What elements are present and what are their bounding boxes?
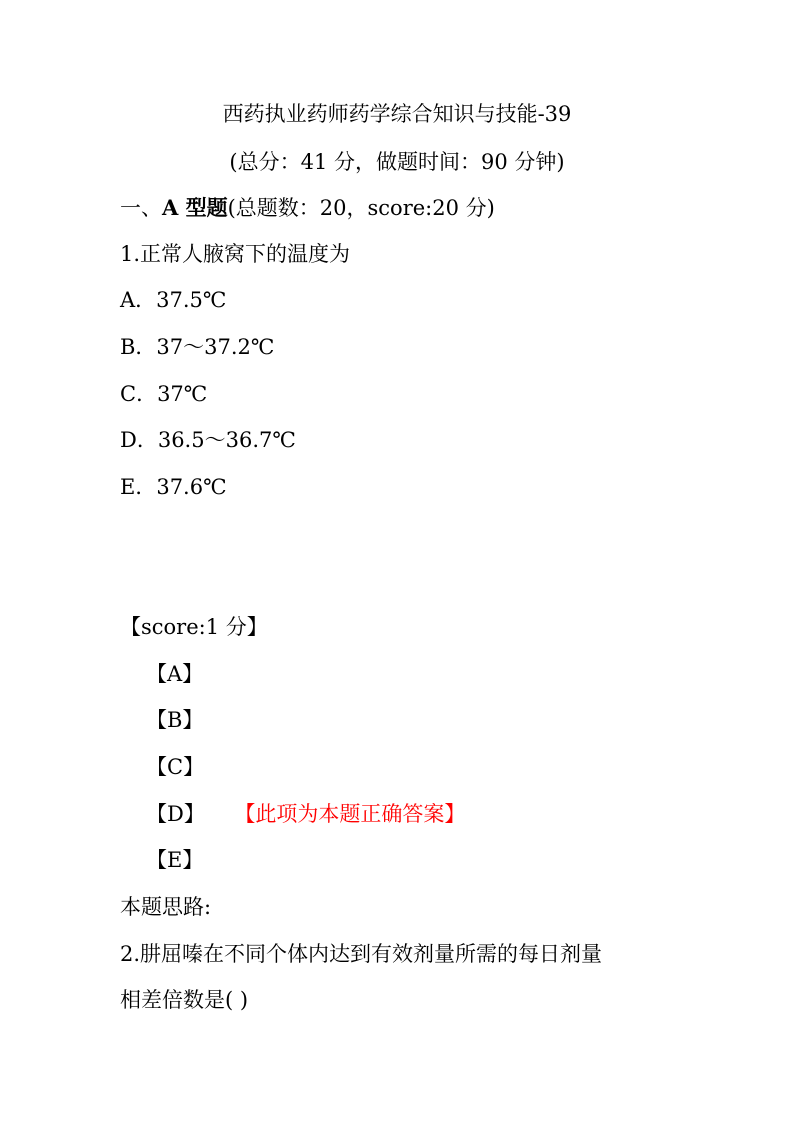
answer-choice-a: 【A】 bbox=[146, 662, 204, 686]
correct-answer-note: 【此项为本题正确答案】 bbox=[244, 802, 466, 826]
answer-choice-e: 【E】 bbox=[146, 848, 204, 872]
section-prefix: 一、 bbox=[120, 196, 162, 220]
question-1-score: 【score:1 分】 bbox=[120, 615, 268, 639]
explanation-label: 本题思路: bbox=[120, 895, 212, 919]
answer-choice-d-row bbox=[146, 800, 465, 828]
question-1-option-d: D．36.5～36.7℃ bbox=[120, 428, 296, 452]
question-1-option-b: B．37～37.2℃ bbox=[120, 335, 275, 359]
section-info: (总题数：20，score:20 分) bbox=[227, 196, 495, 220]
section-type-label: A 型题 bbox=[162, 195, 228, 220]
section-heading bbox=[120, 194, 495, 222]
question-2-text-line-2: 相差倍数是( ) bbox=[120, 988, 249, 1012]
question-1-option-e: E．37.6℃ bbox=[120, 475, 227, 499]
question-1-text: 1.正常人腋窝下的温度为 bbox=[120, 242, 351, 266]
document-title: 西药执业药师药学综合知识与技能-39 bbox=[222, 102, 572, 126]
document-subtitle: (总分：41 分，做题时间：90 分钟) bbox=[229, 150, 565, 174]
question-1-option-a: A．37.5℃ bbox=[120, 288, 227, 312]
answer-choice-b: 【B】 bbox=[146, 708, 204, 732]
answer-choice-c: 【C】 bbox=[146, 755, 205, 779]
question-2-text-line-1: 2.肼屈嗪在不同个体内达到有效剂量所需的每日剂量 bbox=[120, 942, 603, 966]
question-1-option-c: C．37℃ bbox=[120, 382, 208, 406]
answer-choice-d: 【D】 bbox=[146, 802, 205, 826]
